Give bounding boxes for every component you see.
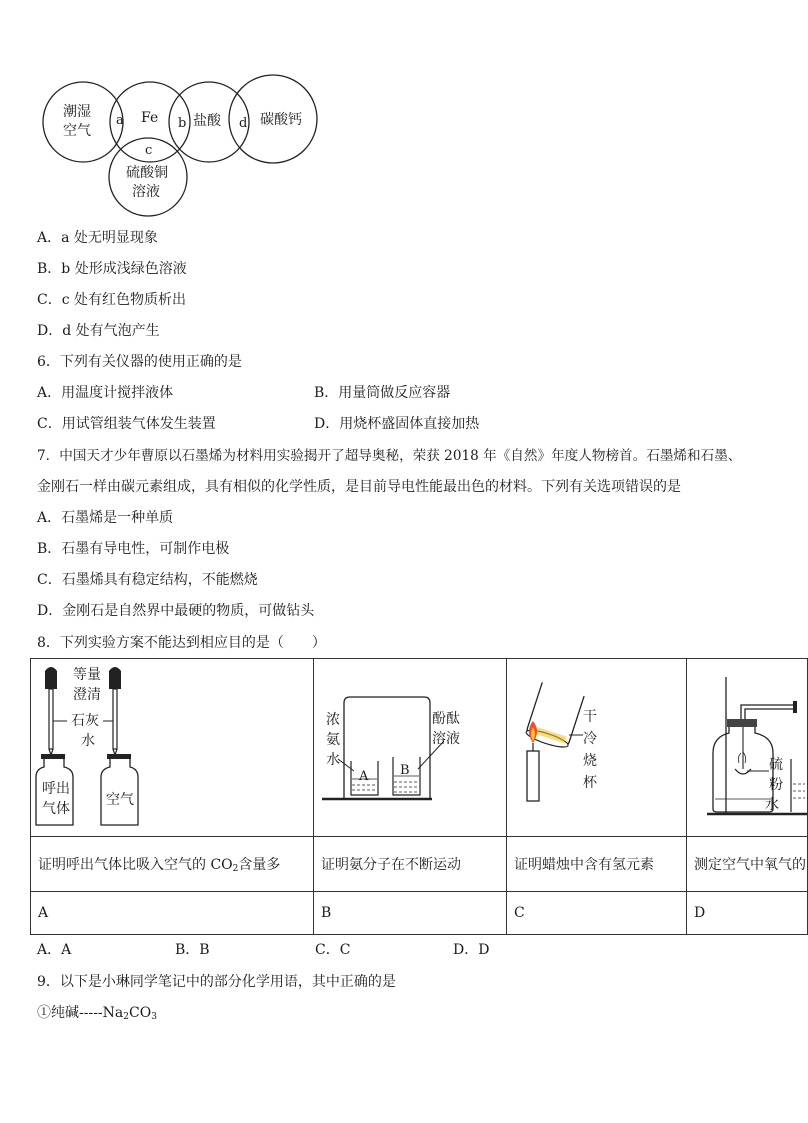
fig-a-bottle2-label: 空气	[106, 792, 134, 808]
fig-d-label-3: 水	[765, 797, 779, 813]
fig-c-label-1: 干	[583, 709, 597, 725]
q8-answer-a: A．A	[37, 942, 72, 958]
purpose-c: 证明蜡烛中含有氢元素	[507, 837, 687, 892]
fig-c-label-2: 冷	[583, 731, 597, 747]
q5-option-c: C．c 处有红色物质析出	[37, 292, 187, 308]
point-b: b	[178, 116, 187, 131]
q9-item-1	[37, 1003, 157, 1027]
q6-stem: 6．下列有关仪器的使用正确的是	[37, 354, 242, 370]
reaction-diagram	[40, 76, 325, 218]
q8-answer-d: D．D	[453, 942, 490, 958]
purpose-a-post: 含量多	[238, 857, 281, 873]
q8-experiment-table	[30, 658, 808, 935]
fig-a-bottle1-label-1: 呼出	[42, 781, 70, 797]
q7-option-b: B．石墨有导电性，可制作电极	[37, 541, 230, 557]
circle-humid-air	[43, 82, 123, 162]
fig-c-label-4: 杯	[583, 775, 597, 791]
label-humid-air-1: 潮湿	[63, 104, 91, 120]
fig-b-right-label-1: 酚酞	[432, 711, 460, 727]
fig-a-label-3: 石灰	[71, 713, 99, 729]
purpose-a	[31, 837, 314, 892]
fig-a-bottle1-label-2: 气体	[42, 801, 70, 817]
fig-b-beaker-a: A	[359, 769, 369, 784]
q7-option-a: A．石墨烯是一种单质	[37, 510, 174, 526]
fig-b-beaker-b: B	[400, 763, 410, 778]
fig-d-label-1: 硫	[769, 757, 783, 773]
q6-option-b: B．用量筒做反应容器	[314, 385, 451, 401]
q7-option-d: D．金刚石是自然界中最硬的物质，可做钻头	[37, 603, 315, 619]
figure-d-sulfur-flask	[687, 659, 807, 836]
label-caco3: 碳酸钙	[260, 112, 302, 128]
purpose-b: 证明氨分子在不断运动	[314, 837, 507, 892]
letter-d: D	[687, 892, 808, 935]
figure-a-cell	[31, 659, 314, 837]
label-cuso4-2: 溶液	[132, 184, 160, 200]
letter-c: C	[507, 892, 687, 935]
q9-item1-sub1: 2	[123, 1012, 129, 1022]
q7-option-c: C．石墨烯具有稳定结构，不能燃烧	[37, 572, 258, 588]
fig-a-label-1: 等量	[73, 667, 101, 683]
point-a: a	[116, 113, 124, 128]
q9-stem: 9．以下是小琳同学笔记中的部分化学用语，其中正确的是	[37, 974, 396, 990]
figure-d-cell	[687, 659, 808, 837]
figure-c-cell	[507, 659, 687, 837]
q9-item1-pre: ①纯碱-----Na	[37, 1005, 124, 1021]
purpose-a-sub: 2	[232, 864, 239, 874]
fig-b-left-label-2: 氨	[326, 732, 340, 748]
q6-option-d: D．用烧杯盛固体直接加热	[314, 416, 480, 432]
purpose-d: 测定空气中氧气的	[687, 837, 808, 892]
fig-b-left-label-3: 水	[326, 752, 340, 768]
q5-option-a: A．a 处无明显现象	[37, 230, 158, 246]
q9-item1-mid: CO	[128, 1005, 152, 1021]
q7-stem-line2: 金刚石一样由碳元素组成，具有相似的化学性质，是目前导电性能最出色的材料。下列有关选项错误的是	[37, 479, 681, 495]
letter-b: B	[314, 892, 507, 935]
fig-b-right-label-2: 溶液	[432, 731, 460, 747]
purpose-a-pre: 证明呼出气体比吸入空气的 CO	[38, 857, 233, 873]
figure-a-droppers-bottles	[31, 659, 313, 836]
fig-c-label-3: 烧	[583, 753, 597, 769]
q8-stem: 8．下列实验方案不能达到相应目的是（ ）	[37, 635, 326, 651]
label-hcl: 盐酸	[193, 113, 221, 129]
q6-option-a: A．用温度计搅拌液体	[37, 385, 174, 401]
figure-c-candle-beaker	[507, 659, 686, 836]
fig-b-left-label-1: 浓	[326, 712, 340, 728]
figure-b-cell	[314, 659, 507, 837]
label-cuso4-1: 硫酸铜	[126, 165, 168, 181]
q8-answer-b: B．B	[175, 942, 210, 958]
q9-item1-sub2: 3	[151, 1012, 157, 1022]
q8-answer-c: C．C	[315, 942, 351, 958]
point-d: d	[239, 116, 248, 131]
q5-option-d: D．d 处有气泡产生	[37, 323, 160, 339]
label-fe: Fe	[141, 110, 159, 126]
figure-b-ammonia-beakers	[314, 659, 506, 836]
letter-a: A	[31, 892, 314, 935]
point-c: c	[145, 143, 153, 158]
label-humid-air-2: 空气	[63, 123, 91, 139]
q6-option-c: C．用试管组装气体发生装置	[37, 416, 216, 432]
q5-option-b: B．b 处形成浅绿色溶液	[37, 261, 187, 277]
q7-stem-line1: 7．中国天才少年曹原以石墨烯为材料用实验揭开了超导奥秘，荣获 2018 年《自然》年度人物榜首。石墨烯和石墨、	[37, 448, 742, 464]
fig-a-label-2: 澄清	[73, 687, 101, 703]
fig-d-label-2: 粉	[769, 777, 783, 793]
fig-a-label-4: 水	[81, 733, 95, 749]
